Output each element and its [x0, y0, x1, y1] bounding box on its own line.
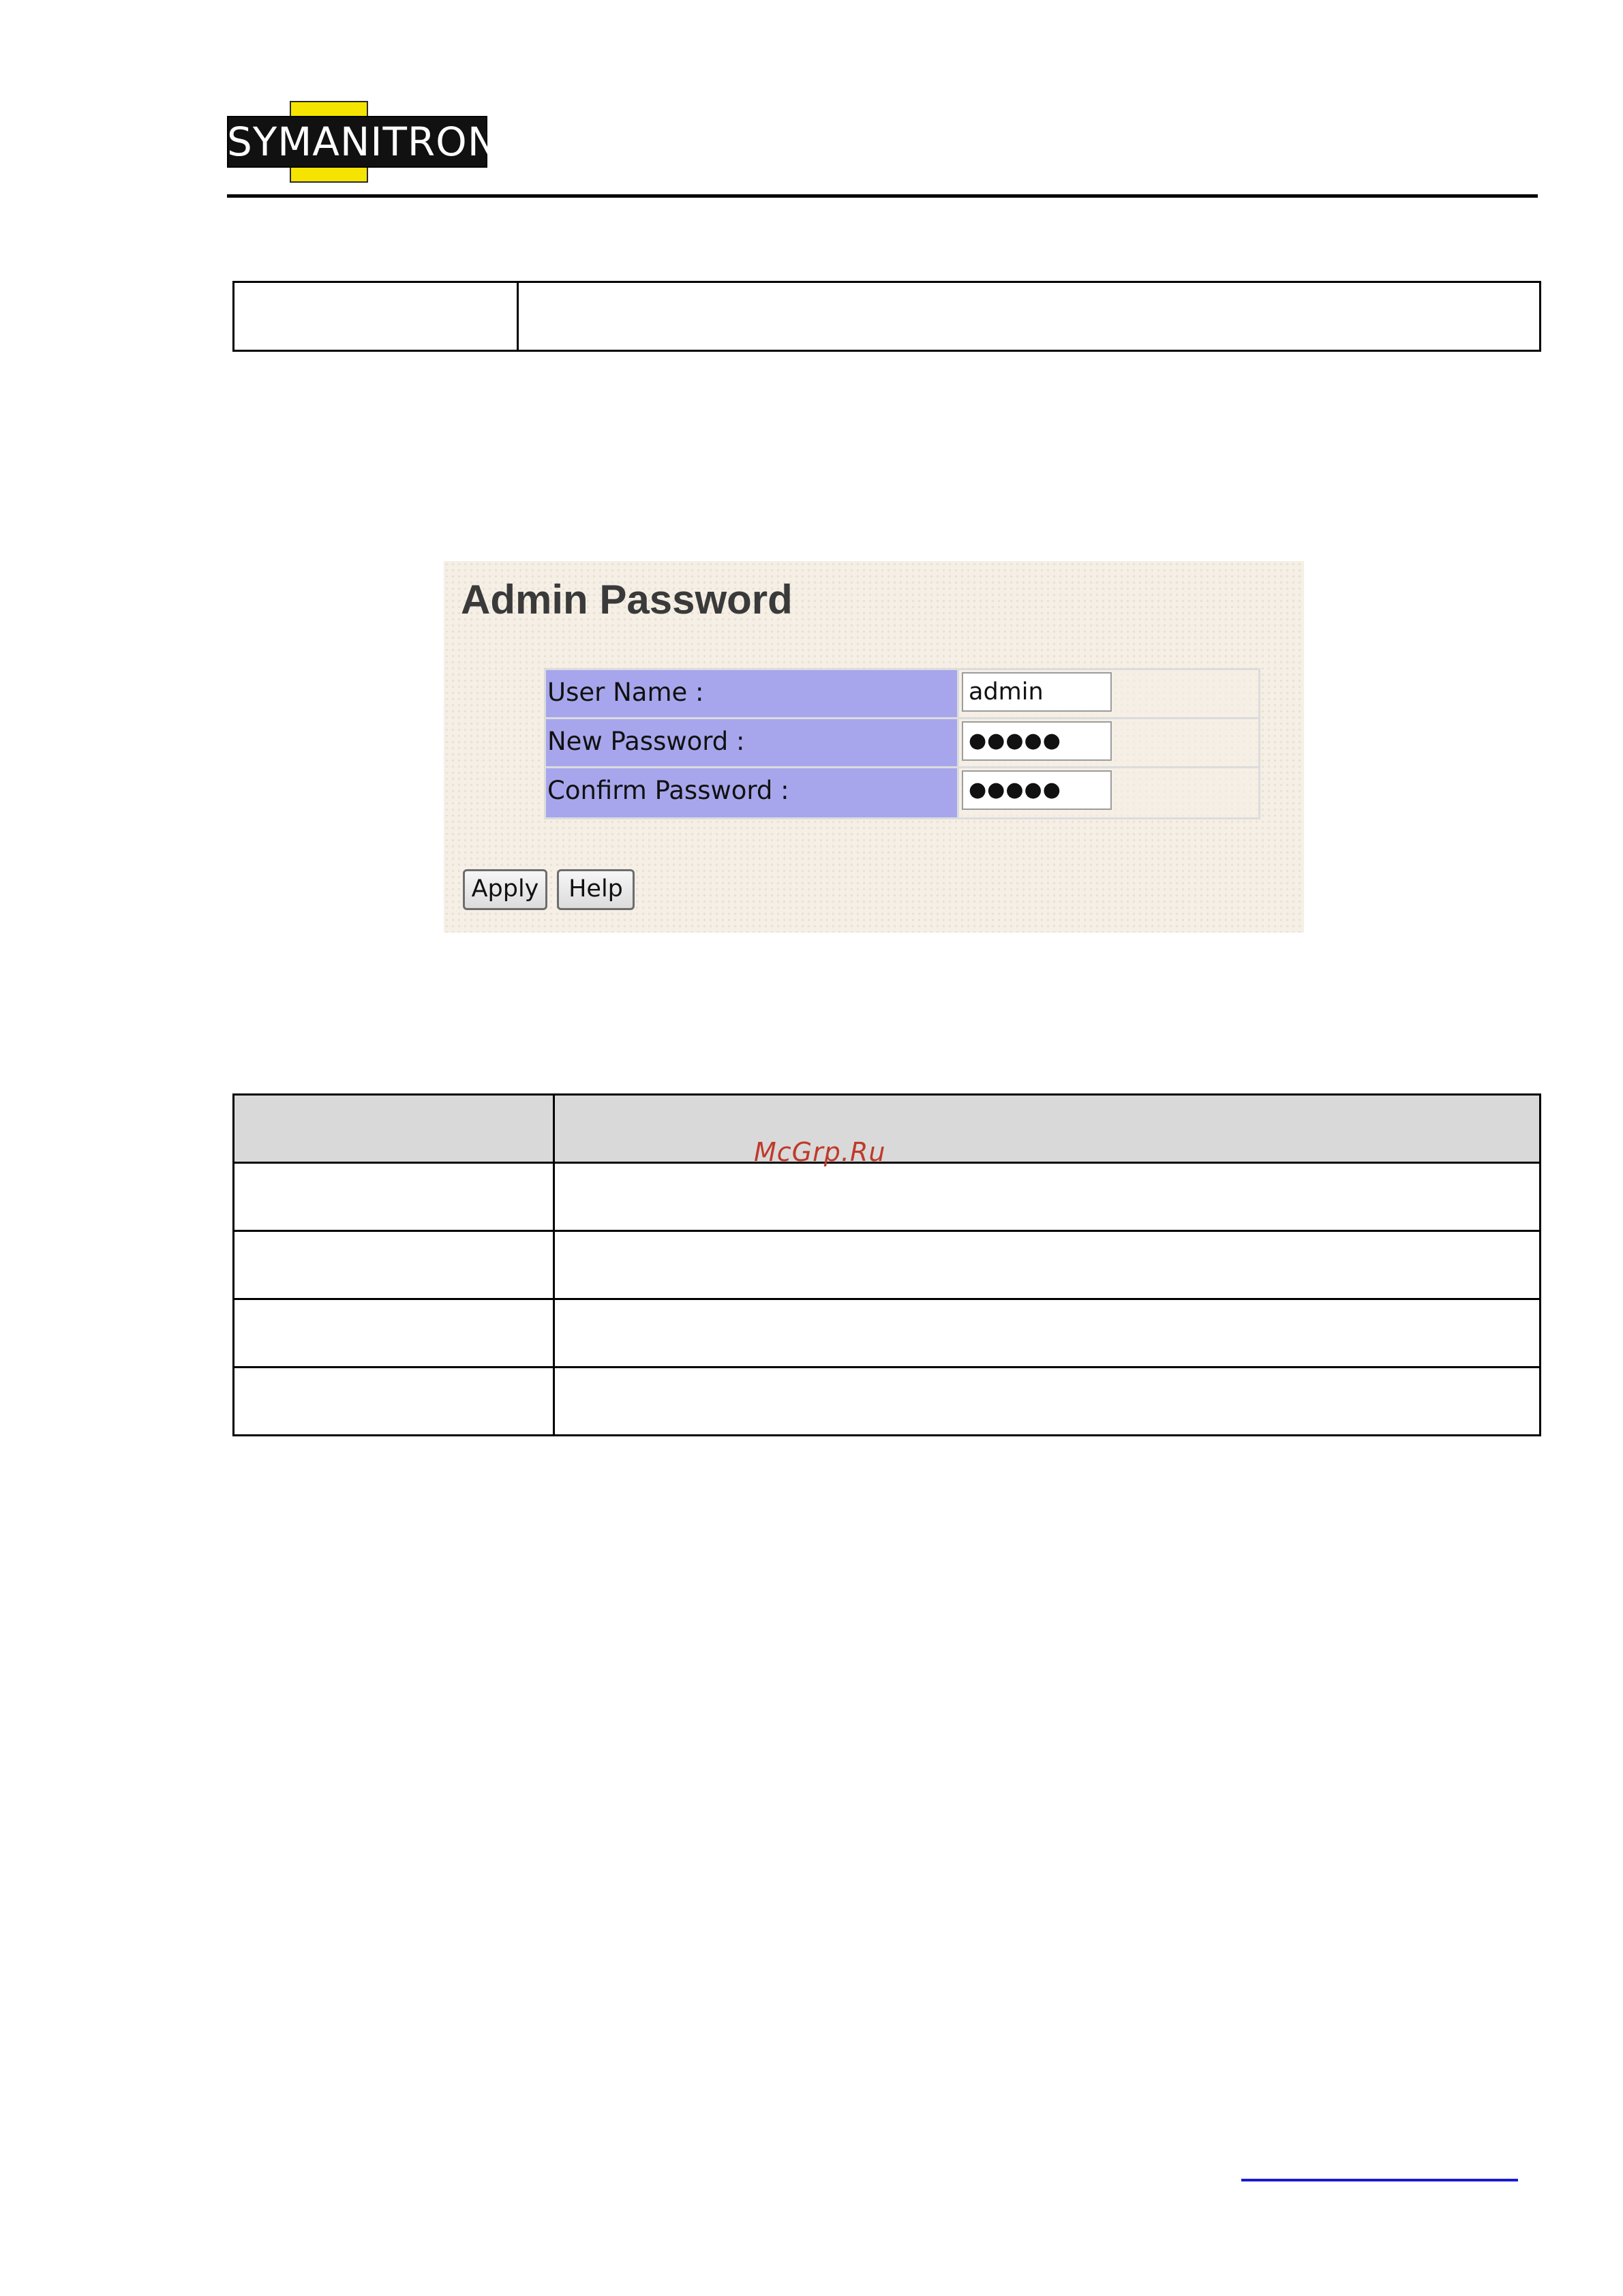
table-header-row: [234, 1096, 1539, 1164]
top-info-table: [232, 281, 1541, 352]
table-row: [234, 1232, 1539, 1300]
user-name-input[interactable]: admin: [962, 672, 1112, 712]
table-header-cell: [234, 1096, 555, 1162]
panel-title: Admin Password: [461, 577, 793, 622]
top-table-cell-label: [234, 283, 519, 350]
table-cell: [555, 1368, 1539, 1434]
table-cell: [234, 1164, 555, 1230]
table-cell: [234, 1232, 555, 1298]
header-divider: [227, 194, 1538, 198]
new-password-input[interactable]: ●●●●●: [962, 721, 1112, 761]
new-password-cell: [959, 719, 1258, 766]
footer-link[interactable]: [1241, 2179, 1518, 2181]
top-table-cell-value: [519, 283, 1539, 350]
apply-button[interactable]: Apply: [463, 869, 547, 910]
table-row: [234, 1368, 1539, 1434]
admin-password-form: [544, 668, 1260, 819]
table-row: [234, 1164, 1539, 1232]
confirm-password-label: Confirm Password :: [546, 768, 959, 817]
table-row: [234, 1300, 1539, 1368]
user-name-cell: [959, 670, 1258, 717]
form-row-confirm-password: [546, 768, 1258, 817]
help-button[interactable]: Help: [557, 869, 635, 910]
new-password-label: New Password :: [546, 719, 959, 766]
table-cell: [555, 1164, 1539, 1230]
form-row-new-password: [546, 719, 1258, 768]
table-cell: [234, 1300, 555, 1366]
table-cell: [555, 1232, 1539, 1298]
user-name-label: User Name :: [546, 670, 959, 717]
logo-text: SYMANITRON: [227, 119, 498, 165]
watermark-text: McGrp.Ru: [754, 1137, 886, 1167]
description-table: [232, 1093, 1541, 1436]
table-cell: [234, 1368, 555, 1434]
admin-password-panel: [444, 561, 1304, 933]
table-header-cell: [555, 1096, 1539, 1162]
table-cell: [555, 1300, 1539, 1366]
symanitron-logo: [227, 101, 498, 183]
form-row-user-name: [546, 670, 1258, 719]
confirm-password-cell: [959, 768, 1258, 817]
confirm-password-input[interactable]: ●●●●●: [962, 770, 1112, 810]
